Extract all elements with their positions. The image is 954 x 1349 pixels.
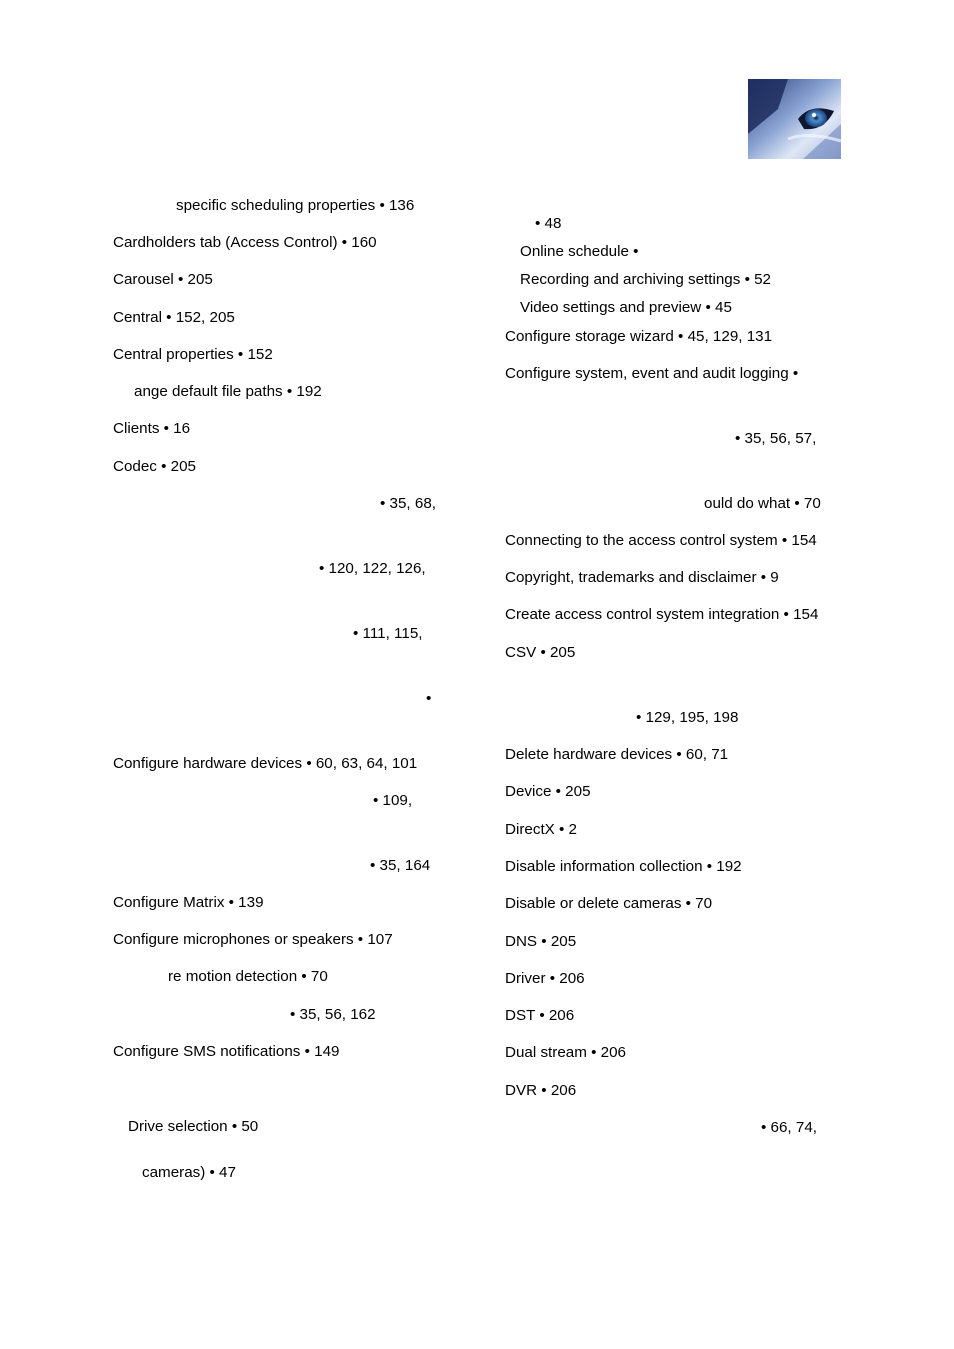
index-entry: Configure storage wizard • 45, 129, 131 xyxy=(505,328,773,345)
index-entry: Driver • 206 xyxy=(505,970,585,987)
index-entry: ange default file paths • 192 xyxy=(134,383,322,400)
index-entry: cameras) • 47 xyxy=(142,1164,236,1181)
index-entry: Central properties • 152 xyxy=(113,346,273,363)
index-entry: Configure system, event and audit logging • xyxy=(505,365,799,382)
index-entry: Cardholders tab (Access Control) • 160 xyxy=(113,234,377,251)
index-entry: • 35, 56, 162 xyxy=(290,1006,376,1023)
index-entry: • 48 xyxy=(535,215,562,232)
index-entry: Create access control system integration • 154 xyxy=(505,606,819,623)
index-entry: Disable or delete cameras • 70 xyxy=(505,895,713,912)
index-entry: DVR • 206 xyxy=(505,1082,577,1099)
index-entry: Recording and archiving settings • 52 xyxy=(520,271,771,288)
wolf-eye-logo-icon xyxy=(748,79,841,159)
index-entry: Configure microphones or speakers • 107 xyxy=(113,931,393,948)
index-entry: Configure Matrix • 139 xyxy=(113,894,264,911)
index-entry: Dual stream • 206 xyxy=(505,1044,626,1061)
index-entry: Copyright, trademarks and disclaimer • 9 xyxy=(505,569,779,586)
index-entry: specific scheduling properties • 136 xyxy=(176,197,415,214)
index-entry: • 35, 56, 57, xyxy=(735,430,817,447)
index-entry: Device • 205 xyxy=(505,783,591,800)
index-entry: re motion detection • 70 xyxy=(168,968,328,985)
index-entry: Configure SMS notifications • 149 xyxy=(113,1043,340,1060)
index-entry: DirectX • 2 xyxy=(505,821,577,838)
index-entry: • 129, 195, 198 xyxy=(636,709,739,726)
index-entry: • 109, xyxy=(373,792,413,809)
index-entry: Central • 152, 205 xyxy=(113,309,235,326)
index-entry: • xyxy=(426,690,432,707)
index-entry: CSV • 205 xyxy=(505,644,576,661)
index-entry: Connecting to the access control system • 154 xyxy=(505,532,817,549)
index-entry: Video settings and preview • 45 xyxy=(520,299,732,316)
index-entry: Codec • 205 xyxy=(113,458,196,475)
index-entry: • 66, 74, xyxy=(761,1119,817,1136)
index-entry: Delete hardware devices • 60, 71 xyxy=(505,746,729,763)
index-entry: Drive selection • 50 xyxy=(128,1118,259,1135)
index-entry: Online schedule • xyxy=(520,243,639,260)
index-entry: • 120, 122, 126, xyxy=(319,560,426,577)
index-entry: Disable information collection • 192 xyxy=(505,858,742,875)
index-entry: • 35, 164 xyxy=(370,857,431,874)
index-entry: Clients • 16 xyxy=(113,420,191,437)
index-entry: DST • 206 xyxy=(505,1007,575,1024)
index-entry: • 35, 68, xyxy=(380,495,436,512)
index-entry: ould do what • 70 xyxy=(704,495,821,512)
index-entry: • 111, 115, xyxy=(353,625,423,642)
index-entry: Carousel • 205 xyxy=(113,271,213,288)
index-entry: Configure hardware devices • 60, 63, 64, 101 xyxy=(113,755,418,772)
index-entry: DNS • 205 xyxy=(505,933,577,950)
